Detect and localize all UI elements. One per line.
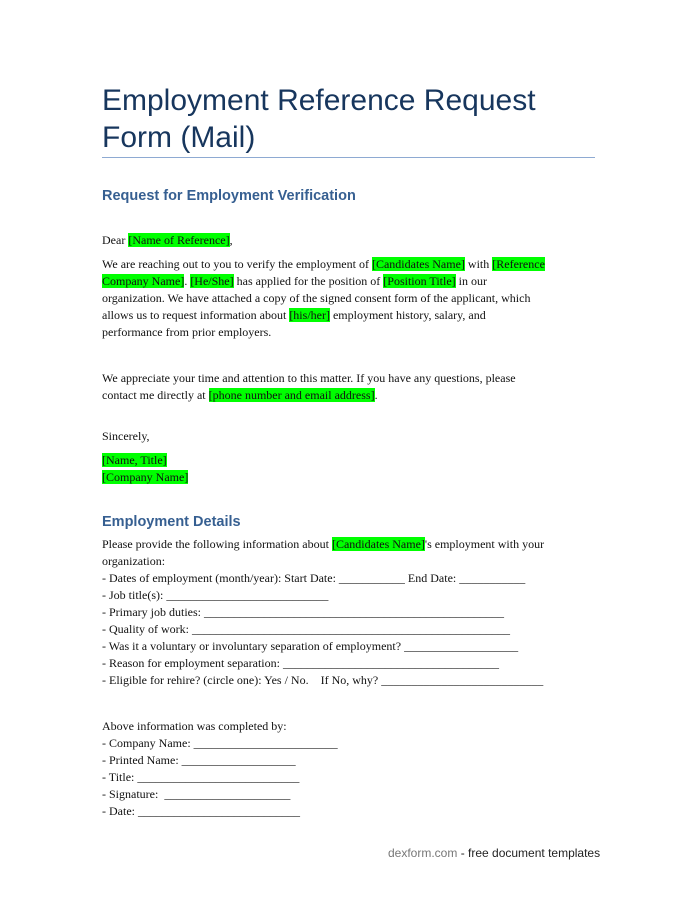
section-heading-verification: Request for Employment Verification [102,188,356,204]
field-printed-name[interactable]: - Printed Name: ___________________ [102,753,296,767]
placeholder-candidate-name: [Candidates Name] [371,257,465,271]
field-eligible-rehire[interactable]: - Eligible for rehire? (circle one): Yes / No. If No, why? ___________________________ [102,673,544,687]
greeting: Dear [Name of Reference], [102,233,233,247]
field-separation-reason[interactable]: - Reason for employment separation: ____________________________________ [102,656,499,670]
field-dates-of-employment[interactable]: - Dates of employment (month/year): Start Date: ___________ End Date: ___________ [102,571,526,585]
placeholder-sender-company: [Company Name] [102,470,189,484]
field-signature[interactable]: - Signature: _____________________ [102,787,291,801]
placeholder-reference-company: [Reference [492,257,545,271]
closing: Sincerely, [102,429,150,443]
footer: dexform.com - free document templates [388,846,601,860]
placeholder-contact-info: [phone number and email address] [208,388,375,402]
placeholder-reference-company-cont: Company Name] [102,274,185,288]
placeholder-possessive: [his/her] [289,308,330,322]
placeholder-candidate-name-2: [Candidates Name] [331,537,425,551]
paragraph-request: We are reaching out to you to verify the employment of [Candidates Name] with [Reference Company Name]. [He/She] has applied for the position of [Position Title] in our organization. We have attached a copy of the signed consent form of the applicant, which allows us to request information about [his/her] employment history, salary, and performance from prior employers. [102,257,545,339]
paragraph-contact: We appreciate your time and attention to this matter. If you have any questions, please contact me directly at [phone number and email address]. [102,371,516,402]
placeholder-position-title: [Position Title] [383,274,456,288]
footer-brand-link[interactable]: dexform.com [388,846,458,860]
signature-block [102,452,602,486]
field-quality-of-work[interactable]: - Quality of work: _____________________________________________________ [102,622,510,636]
placeholder-reference-name: [Name of Reference] [128,233,230,247]
title-divider [102,157,595,158]
field-company-name[interactable]: - Company Name: ________________________ [102,736,338,750]
completed-by-list: Above information was completed by: - Company Name: ________________________ - Printed Name: ___________________ - Title: ___________________________ - Signature: _____________________ - Date: ___________________________ [102,718,602,820]
field-primary-duties[interactable]: - Primary job duties: __________________________________________________ [102,605,504,619]
field-date[interactable]: - Date: ___________________________ [102,804,300,818]
section-heading-employment-details: Employment Details [102,514,241,530]
field-job-titles[interactable]: - Job title(s): ___________________________ [102,588,329,602]
employment-details-list: Please provide the following information about [Candidates Name]'s employment with your organization: - Dates of employment (month/year): Start Date: ___________ End Date: ___________ - Job title(s): ___________________________ - Primary job duties: __________________________________________________ - Quality of work: _____________________________________________________ - Was it a voluntary or involuntary separation of employment? ___________________ - Reason for employment separation: ____________________________________ - Eligible for rehire? (circle one): Yes / No. If No, why? ___________________________ [102,536,602,689]
placeholder-sender-name-title: [Name, Title] [102,453,167,467]
field-separation-type[interactable]: - Was it a voluntary or involuntary separation of employment? ___________________ [102,639,519,653]
page-title: Employment Reference Request Form (Mail) [102,84,536,154]
field-title[interactable]: - Title: ___________________________ [102,770,300,784]
placeholder-pronoun: [He/She] [190,274,234,288]
